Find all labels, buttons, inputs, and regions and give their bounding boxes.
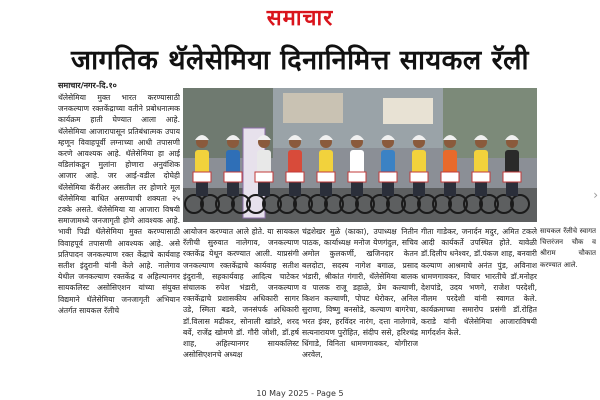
- rally-photo-illustration: [183, 88, 537, 222]
- rally-photo: [183, 88, 537, 222]
- page-footer: 10 May 2025 - Page 5: [256, 389, 344, 398]
- chevron-right-icon[interactable]: ›: [593, 188, 598, 202]
- article-column-left: थॅलेसेमिया मुक्त भारत करण्यासाठी जनकल्याण रक्तकेंद्राच्या वतीने प्रबोधनात्मक कार्यक्रम हाती घेण्यात आला आहे. थॅलेसेमिया आजारापासून प्रतिबंधात्मक उपाय म्हणून विवाहपूर्वी लग्नाच्या आधी तपासणी करणे आवश्यक आहे. थॅलेसेमिया हा आई वडिलांकडून मुलांना होणारा अनुवंशिक आजार आहे. जर आई-वडील दोघेही थॅलेसेमिया कॅरीअर असतील तर होणारे मूल थॅलेसेमिया बाधित असण्याची शक्यता २५ टक्के असते. थॅलेसेमिया या आजारा विषयी समाजामध्ये जनजागृती होणे आवश्यक आहे. भावी पिढी थॅलेसेमिया मुक्त करण्यासाठी विवाहपूर्व तपासणी आवश्यक आहे. असे प्रतिपादन जनकल्याण रक्त केंद्राचे कार्यवाह सतीश इंदुरानी यांनी केले आहे. नालेगाव येथील जनकल्याण रक्तकेंद्र व अहिल्यानगर सायकलिस्ट असोसिएशन यांच्या संयुक्त विद्यमाने थॅलेसेमिया जनजागृती अभियान अंतर्गत सायकल रॅलीचे: [58, 93, 180, 315]
- article-dateline: समाचार/नगर-दि.१०: [58, 81, 117, 90]
- article-column-2: चंद्रशेखर मुळे (काका), उपाध्यक्ष नितीन पाठक, कार्याध्यक्ष मनोज येणगंदुल, सचिव अमोल कुलकर्णी, खजिनदार केतन बलदोटा, सदस्य नागेश बगाळ, प्रसाद भंडारी, श्रीकांत गंगारी, थॅलेसेमिया बालक व पालक राजू डहाळे, प्रेम कल्याणी, किशन कल्याणी, पोपट थेरोकर, अनिल सुराणा, विष्णु बनसोडे, कल्याण बागरेचा, भरत इंवर, हरविंदर नारंग, दत्ता नालेगावे, सत्यनारायण पुरोहित, संदीप ससे, हरिश्चंद्र धिंगाडे, विनिता धामणगावकर, योगीराज अरवेल,: [302, 227, 418, 360]
- article-column-right: सायकल रॅलीचे स्वागत चित्तरंजन चौक व श्रीराम चौकात करण्यात आले.: [540, 227, 596, 269]
- article-column-3: गीता गाडेकर, जनार्दन मदुर, अमित टकले आदी कार्यकर्ते उपस्थित होते. यावेळी डॉ.दिलीप धनेश्वर, डॉ.पंकज शाह, बनवारी कल्याण आश्रमाचे अनंत पुंड, अविनाश धामणगावकर, विचार भारतीचे डॉ.मनोहर देशपांडे, उदय भणगे, राजेश परदेशी, नीलम परदेशी यांनी स्वागत केले. कार्यक्रमाच्या समारोप प्रसंगी डॉ.रोहित कराडे यांनी थॅलेसेमिया आजाराविषयी मार्गदर्शन केले.: [421, 227, 537, 337]
- newspaper-masthead: समाचार: [266, 5, 334, 31]
- article-column-1: आयोजन करण्यात आले होते. या सायकल रॅलीची सुरुवात नालेगाव, जनकल्याण रक्तकेंद्र येथून करण्यात आली. याप्रसंगी जनकल्याण रक्तकेंद्राचे कार्यवाह सतीश इंदुरानी, सहकार्यवाह आदित्य चाटेकर संचालक रुपेश भंडारी, जनकल्याण रक्तकेंद्राचे प्रशासकीय अधिकारी सागर उडे, स्मिता बडवे, जनसंपर्क अधिकारी डॉ.विलास मढीकर, सोनाली खांडरे, शरद बर्वे, राजेंद्र खोमणे डॉ. गौरी जोशी, डॉ.हर्ष शाह, अहिल्यानगर सायकलिस्ट असोसिएशनचे अध्यक्ष: [183, 227, 299, 360]
- article-headline: जागतिक थॅलेसेमिया दिनानिमित्त सायकल रॅली: [71, 45, 529, 76]
